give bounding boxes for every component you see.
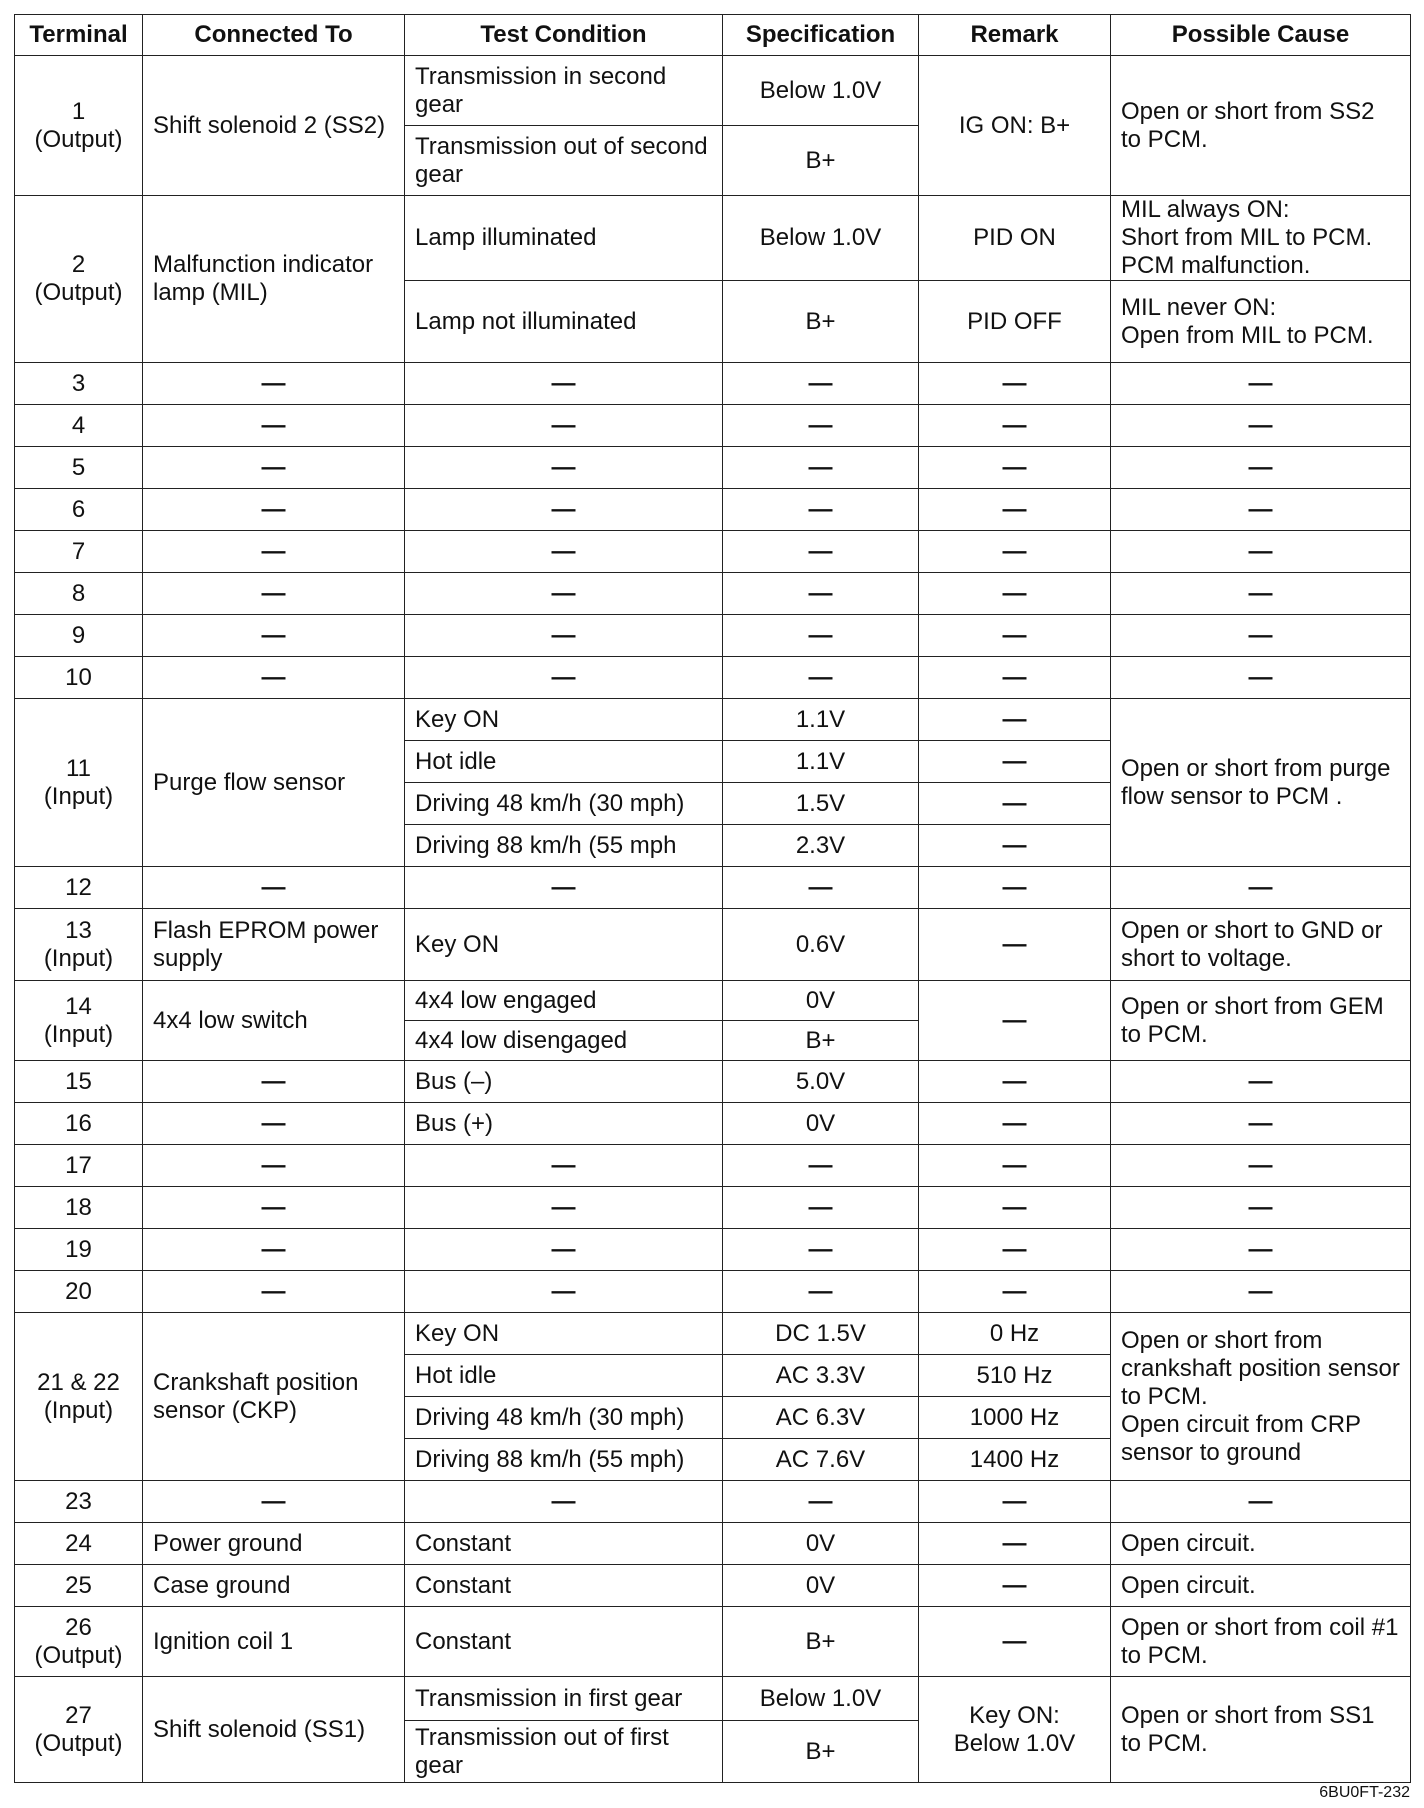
terminal-cell: 14 (Input): [15, 981, 143, 1061]
connected-to-cell: Shift solenoid 2 (SS2): [143, 56, 405, 196]
table-row: [15, 867, 1411, 909]
terminal-cell: 16: [15, 1103, 143, 1145]
dash-cell: —: [723, 573, 919, 615]
table-row: [15, 1607, 1411, 1677]
remark-cell: PID OFF: [919, 281, 1111, 363]
header-specification: Specification: [723, 15, 919, 56]
dash-cell: —: [723, 867, 919, 909]
terminal-cell: 26 (Output): [15, 1607, 143, 1677]
terminal-cell: 19: [15, 1229, 143, 1271]
dash-cell: —: [405, 615, 723, 657]
table-row: [15, 1271, 1411, 1313]
dash-cell: —: [143, 1061, 405, 1103]
table-row: [15, 56, 1411, 126]
dash-cell: —: [919, 657, 1111, 699]
dash-cell: —: [723, 1271, 919, 1313]
dash-cell: —: [919, 1229, 1111, 1271]
terminal-cell: 4: [15, 405, 143, 447]
dash-cell: —: [919, 489, 1111, 531]
test-condition-cell: Bus (–): [405, 1061, 723, 1103]
terminal-cell: 12: [15, 867, 143, 909]
test-condition-cell: Transmission in first gear: [405, 1677, 723, 1721]
remark-cell: 1400 Hz: [919, 1439, 1111, 1481]
terminal-cell: 21 & 22 (Input): [15, 1313, 143, 1481]
terminal-cell: 15: [15, 1061, 143, 1103]
terminal-cell: 23: [15, 1481, 143, 1523]
table-row: [15, 363, 1411, 405]
dash-cell: —: [1111, 363, 1411, 405]
table-row: [15, 489, 1411, 531]
dash-cell: —: [1111, 531, 1411, 573]
possible-cause-cell: MIL always ON: Short from MIL to PCM. PCM malfunction.: [1111, 196, 1411, 281]
test-condition-cell: Key ON: [405, 909, 723, 981]
test-condition-cell: Driving 88 km/h (55 mph: [405, 825, 723, 867]
dash-cell: —: [723, 363, 919, 405]
specification-cell: 5.0V: [723, 1061, 919, 1103]
dash-cell: —: [919, 363, 1111, 405]
test-condition-cell: Lamp not illuminated: [405, 281, 723, 363]
test-condition-cell: 4x4 low engaged: [405, 981, 723, 1021]
table-body: [15, 56, 1411, 1783]
terminal-cell: 25: [15, 1565, 143, 1607]
specification-cell: AC 7.6V: [723, 1439, 919, 1481]
specification-cell: B+: [723, 126, 919, 196]
header-connected-to: Connected To: [143, 15, 405, 56]
dash-cell: —: [919, 1565, 1111, 1607]
connected-to-cell: Purge flow sensor: [143, 699, 405, 867]
terminal-cell: 11 (Input): [15, 699, 143, 867]
dash-cell: —: [919, 1271, 1111, 1313]
possible-cause-cell: Open or short from crankshaft position sensor to PCM. Open circuit from CRP sensor to ground: [1111, 1313, 1411, 1481]
dash-cell: —: [1111, 1061, 1411, 1103]
remark-cell: Key ON: Below 1.0V: [919, 1677, 1111, 1783]
test-condition-cell: Hot idle: [405, 741, 723, 783]
table-row: [15, 909, 1411, 981]
terminal-cell: 7: [15, 531, 143, 573]
dash-cell: —: [919, 447, 1111, 489]
dash-cell: —: [143, 363, 405, 405]
dash-cell: —: [405, 573, 723, 615]
dash-cell: —: [405, 531, 723, 573]
dash-cell: —: [919, 1061, 1111, 1103]
possible-cause-cell: Open circuit.: [1111, 1565, 1411, 1607]
specification-cell: Below 1.0V: [723, 1677, 919, 1721]
dash-cell: —: [919, 615, 1111, 657]
remark-cell: IG ON: B+: [919, 56, 1111, 196]
dash-cell: —: [723, 489, 919, 531]
specification-cell: 0.6V: [723, 909, 919, 981]
possible-cause-cell: Open or short from GEM to PCM.: [1111, 981, 1411, 1061]
dash-cell: —: [405, 489, 723, 531]
specification-cell: 0V: [723, 1565, 919, 1607]
dash-cell: —: [919, 1481, 1111, 1523]
specification-cell: B+: [723, 1607, 919, 1677]
dash-cell: —: [143, 1103, 405, 1145]
table-row: [15, 1145, 1411, 1187]
connected-to-cell: Ignition coil 1: [143, 1607, 405, 1677]
table-row: [15, 1313, 1411, 1355]
table-row: [15, 1187, 1411, 1229]
specification-cell: B+: [723, 281, 919, 363]
dash-cell: —: [723, 1187, 919, 1229]
connected-to-cell: Crankshaft position sensor (CKP): [143, 1313, 405, 1481]
dash-cell: —: [1111, 1145, 1411, 1187]
test-condition-cell: Constant: [405, 1523, 723, 1565]
table-header: [15, 15, 1411, 56]
header-possible-cause: Possible Cause: [1111, 15, 1411, 56]
table-row: [15, 1565, 1411, 1607]
terminal-cell: 6: [15, 489, 143, 531]
dash-cell: —: [405, 657, 723, 699]
table-row: [15, 615, 1411, 657]
connected-to-cell: Power ground: [143, 1523, 405, 1565]
test-condition-cell: Constant: [405, 1565, 723, 1607]
table-row: [15, 1523, 1411, 1565]
dash-cell: —: [405, 447, 723, 489]
test-condition-cell: Transmission out of second gear: [405, 126, 723, 196]
dash-cell: —: [919, 531, 1111, 573]
dash-cell: —: [723, 1145, 919, 1187]
connected-to-cell: Shift solenoid (SS1): [143, 1677, 405, 1783]
dash-cell: —: [143, 447, 405, 489]
possible-cause-cell: Open circuit.: [1111, 1523, 1411, 1565]
dash-cell: —: [919, 825, 1111, 867]
specification-cell: AC 6.3V: [723, 1397, 919, 1439]
remark-cell: PID ON: [919, 196, 1111, 281]
test-condition-cell: Key ON: [405, 699, 723, 741]
possible-cause-cell: Open or short from SS1 to PCM.: [1111, 1677, 1411, 1783]
specification-cell: 0V: [723, 1103, 919, 1145]
dash-cell: —: [919, 1523, 1111, 1565]
dash-cell: —: [919, 867, 1111, 909]
possible-cause-cell: Open or short from SS2 to PCM.: [1111, 56, 1411, 196]
dash-cell: —: [405, 1229, 723, 1271]
table-row: [15, 405, 1411, 447]
dash-cell: —: [723, 447, 919, 489]
table-row: [15, 447, 1411, 489]
dash-cell: —: [143, 489, 405, 531]
terminal-cell: 13 (Input): [15, 909, 143, 981]
connected-to-cell: 4x4 low switch: [143, 981, 405, 1061]
specification-cell: 0V: [723, 1523, 919, 1565]
dash-cell: —: [919, 741, 1111, 783]
dash-cell: —: [143, 1271, 405, 1313]
dash-cell: —: [143, 531, 405, 573]
pcm-terminal-table-sheet: [14, 14, 1410, 1783]
terminal-cell: 9: [15, 615, 143, 657]
terminal-cell: 10: [15, 657, 143, 699]
table-row: [15, 1061, 1411, 1103]
specification-cell: 2.3V: [723, 825, 919, 867]
test-condition-cell: Lamp illuminated: [405, 196, 723, 281]
dash-cell: —: [1111, 1187, 1411, 1229]
figure-code: 6BU0FT-232: [1319, 1784, 1410, 1801]
dash-cell: —: [1111, 573, 1411, 615]
dash-cell: —: [919, 1145, 1111, 1187]
dash-cell: —: [723, 657, 919, 699]
dash-cell: —: [143, 615, 405, 657]
specification-cell: Below 1.0V: [723, 56, 919, 126]
table-row: [15, 531, 1411, 573]
terminal-cell: 27 (Output): [15, 1677, 143, 1783]
dash-cell: —: [1111, 489, 1411, 531]
remark-cell: 510 Hz: [919, 1355, 1111, 1397]
dash-cell: —: [723, 615, 919, 657]
dash-cell: —: [1111, 615, 1411, 657]
test-condition-cell: Key ON: [405, 1313, 723, 1355]
connected-to-cell: Malfunction indicator lamp (MIL): [143, 196, 405, 363]
dash-cell: —: [723, 1481, 919, 1523]
table-row: [15, 1103, 1411, 1145]
specification-cell: 0V: [723, 981, 919, 1021]
dash-cell: —: [1111, 1481, 1411, 1523]
possible-cause-cell: Open or short from purge flow sensor to PCM .: [1111, 699, 1411, 867]
table-row: [15, 573, 1411, 615]
dash-cell: —: [143, 573, 405, 615]
dash-cell: —: [919, 981, 1111, 1061]
header-test-condition: Test Condition: [405, 15, 723, 56]
test-condition-cell: Bus (+): [405, 1103, 723, 1145]
dash-cell: —: [919, 1187, 1111, 1229]
dash-cell: —: [919, 573, 1111, 615]
specification-cell: B+: [723, 1721, 919, 1783]
table-row: [15, 1481, 1411, 1523]
dash-cell: —: [919, 783, 1111, 825]
dash-cell: —: [1111, 405, 1411, 447]
dash-cell: —: [405, 1187, 723, 1229]
dash-cell: —: [143, 405, 405, 447]
connected-to-cell: Flash EPROM power supply: [143, 909, 405, 981]
remark-cell: 1000 Hz: [919, 1397, 1111, 1439]
table-row: [15, 1677, 1411, 1721]
terminal-cell: 1 (Output): [15, 56, 143, 196]
terminal-cell: 17: [15, 1145, 143, 1187]
terminal-cell: 18: [15, 1187, 143, 1229]
connected-to-cell: Case ground: [143, 1565, 405, 1607]
test-condition-cell: Driving 48 km/h (30 mph): [405, 1397, 723, 1439]
table-row: [15, 657, 1411, 699]
dash-cell: —: [405, 363, 723, 405]
specification-cell: 1.1V: [723, 699, 919, 741]
table-row: [15, 699, 1411, 741]
terminal-cell: 24: [15, 1523, 143, 1565]
dash-cell: —: [405, 405, 723, 447]
dash-cell: —: [919, 699, 1111, 741]
dash-cell: —: [1111, 1229, 1411, 1271]
dash-cell: —: [1111, 1103, 1411, 1145]
terminal-cell: 3: [15, 363, 143, 405]
test-condition-cell: Driving 48 km/h (30 mph): [405, 783, 723, 825]
dash-cell: —: [919, 405, 1111, 447]
terminal-cell: 2 (Output): [15, 196, 143, 363]
test-condition-cell: 4x4 low disengaged: [405, 1021, 723, 1061]
table-row: [15, 196, 1411, 281]
dash-cell: —: [143, 1229, 405, 1271]
possible-cause-cell: Open or short from coil #1 to PCM.: [1111, 1607, 1411, 1677]
specification-cell: 1.5V: [723, 783, 919, 825]
dash-cell: —: [1111, 1271, 1411, 1313]
dash-cell: —: [143, 867, 405, 909]
dash-cell: —: [919, 909, 1111, 981]
test-condition-cell: Hot idle: [405, 1355, 723, 1397]
header-terminal: Terminal: [15, 15, 143, 56]
test-condition-cell: Transmission in second gear: [405, 56, 723, 126]
header-remark: Remark: [919, 15, 1111, 56]
dash-cell: —: [919, 1607, 1111, 1677]
dash-cell: —: [1111, 657, 1411, 699]
terminal-cell: 20: [15, 1271, 143, 1313]
dash-cell: —: [405, 1271, 723, 1313]
specification-cell: B+: [723, 1021, 919, 1061]
dash-cell: —: [405, 1481, 723, 1523]
possible-cause-cell: MIL never ON: Open from MIL to PCM.: [1111, 281, 1411, 363]
dash-cell: —: [723, 1229, 919, 1271]
dash-cell: —: [919, 1103, 1111, 1145]
test-condition-cell: Driving 88 km/h (55 mph): [405, 1439, 723, 1481]
specification-cell: DC 1.5V: [723, 1313, 919, 1355]
specification-cell: Below 1.0V: [723, 196, 919, 281]
specification-cell: AC 3.3V: [723, 1355, 919, 1397]
table-row: [15, 1229, 1411, 1271]
terminal-cell: 8: [15, 573, 143, 615]
table-row: [15, 981, 1411, 1021]
dash-cell: —: [1111, 447, 1411, 489]
test-condition-cell: Constant: [405, 1607, 723, 1677]
terminal-cell: 5: [15, 447, 143, 489]
dash-cell: —: [143, 1187, 405, 1229]
remark-cell: 0 Hz: [919, 1313, 1111, 1355]
possible-cause-cell: Open or short to GND or short to voltage.: [1111, 909, 1411, 981]
dash-cell: —: [723, 531, 919, 573]
dash-cell: —: [1111, 867, 1411, 909]
specification-cell: 1.1V: [723, 741, 919, 783]
terminal-spec-table: [14, 14, 1411, 1783]
dash-cell: —: [143, 1145, 405, 1187]
dash-cell: —: [405, 1145, 723, 1187]
dash-cell: —: [143, 657, 405, 699]
dash-cell: —: [405, 867, 723, 909]
test-condition-cell: Transmission out of first gear: [405, 1721, 723, 1783]
dash-cell: —: [143, 1481, 405, 1523]
dash-cell: —: [723, 405, 919, 447]
